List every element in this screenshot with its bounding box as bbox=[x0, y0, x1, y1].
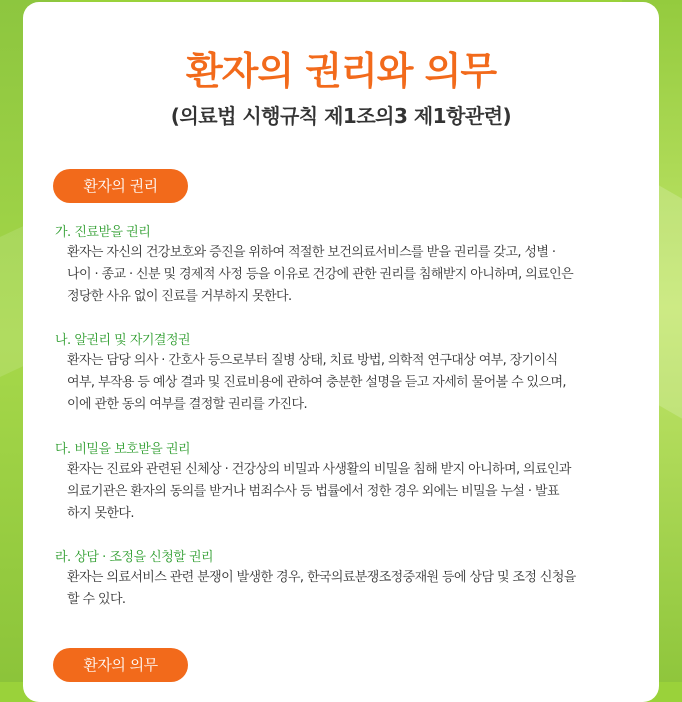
rights-section-label: 환자의 권리 bbox=[53, 169, 188, 203]
right-item-body bbox=[67, 350, 645, 416]
right-item-line: 정당한 사유 없이 진료를 거부하지 못한다. bbox=[67, 289, 292, 304]
right-item-line: 환자는 자신의 건강보호와 증진을 위하여 적절한 보건의료서비스를 받을 권리를 갖고, 성별 · bbox=[67, 245, 556, 260]
right-item-body bbox=[67, 567, 645, 611]
right-item-heading: 다. 비밀을 보호받을 권리 bbox=[55, 442, 191, 457]
right-item-line: 하지 못한다. bbox=[67, 506, 134, 521]
right-item-body bbox=[67, 242, 645, 308]
duties-section-label: 환자의 의무 bbox=[53, 648, 188, 682]
right-item-heading: 나. 알권리 및 자기결정권 bbox=[55, 333, 191, 348]
right-item-heading: 가. 진료받을 권리 bbox=[55, 225, 151, 240]
right-item-mediation bbox=[55, 549, 645, 611]
right-item-line: 환자는 의료서비스 관련 분쟁이 발생한 경우, 한국의료분쟁조정중재원 등에 상담 및 조정 신청을 bbox=[67, 570, 576, 585]
page-title: 환자의 권리와 의무 bbox=[185, 49, 497, 93]
document-card bbox=[23, 2, 659, 702]
right-item-body bbox=[67, 459, 645, 525]
right-item-line: 환자는 담당 의사 · 간호사 등으로부터 질병 상태, 치료 방법, 의학적 연구대상 여부, 장기이식 bbox=[67, 353, 558, 368]
right-item-line: 여부, 부작용 등 예상 결과 및 진료비용에 관하여 충분한 설명을 듣고 자세히 물어볼 수 있으며, bbox=[67, 375, 566, 390]
right-item-heading: 라. 상담 · 조정을 신청할 권리 bbox=[55, 550, 214, 565]
right-item-line: 의료기관은 환자의 동의를 받거나 범죄수사 등 법률에서 정한 경우 외에는 비밀을 누설 · 발표 bbox=[67, 484, 559, 499]
right-item-privacy bbox=[55, 441, 645, 525]
right-item-line: 할 수 있다. bbox=[67, 592, 126, 607]
page-subtitle: (의료법 시행규칙 제1조의3 제1항관련) bbox=[170, 104, 512, 128]
right-item-line: 이에 관한 동의 여부를 결정할 권리를 가진다. bbox=[67, 397, 307, 412]
right-item-line: 나이 · 종교 · 신분 및 경제적 사정 등을 이유로 건강에 관한 권리를 침해받지 아니하며, 의료인은 bbox=[67, 267, 574, 282]
right-item-informed-consent bbox=[55, 332, 645, 416]
right-item-care bbox=[55, 224, 645, 308]
right-item-line: 환자는 진료와 관련된 신체상 · 건강상의 비밀과 사생활의 비밀을 침해 받지 아니하며, 의료인과 bbox=[67, 462, 571, 477]
